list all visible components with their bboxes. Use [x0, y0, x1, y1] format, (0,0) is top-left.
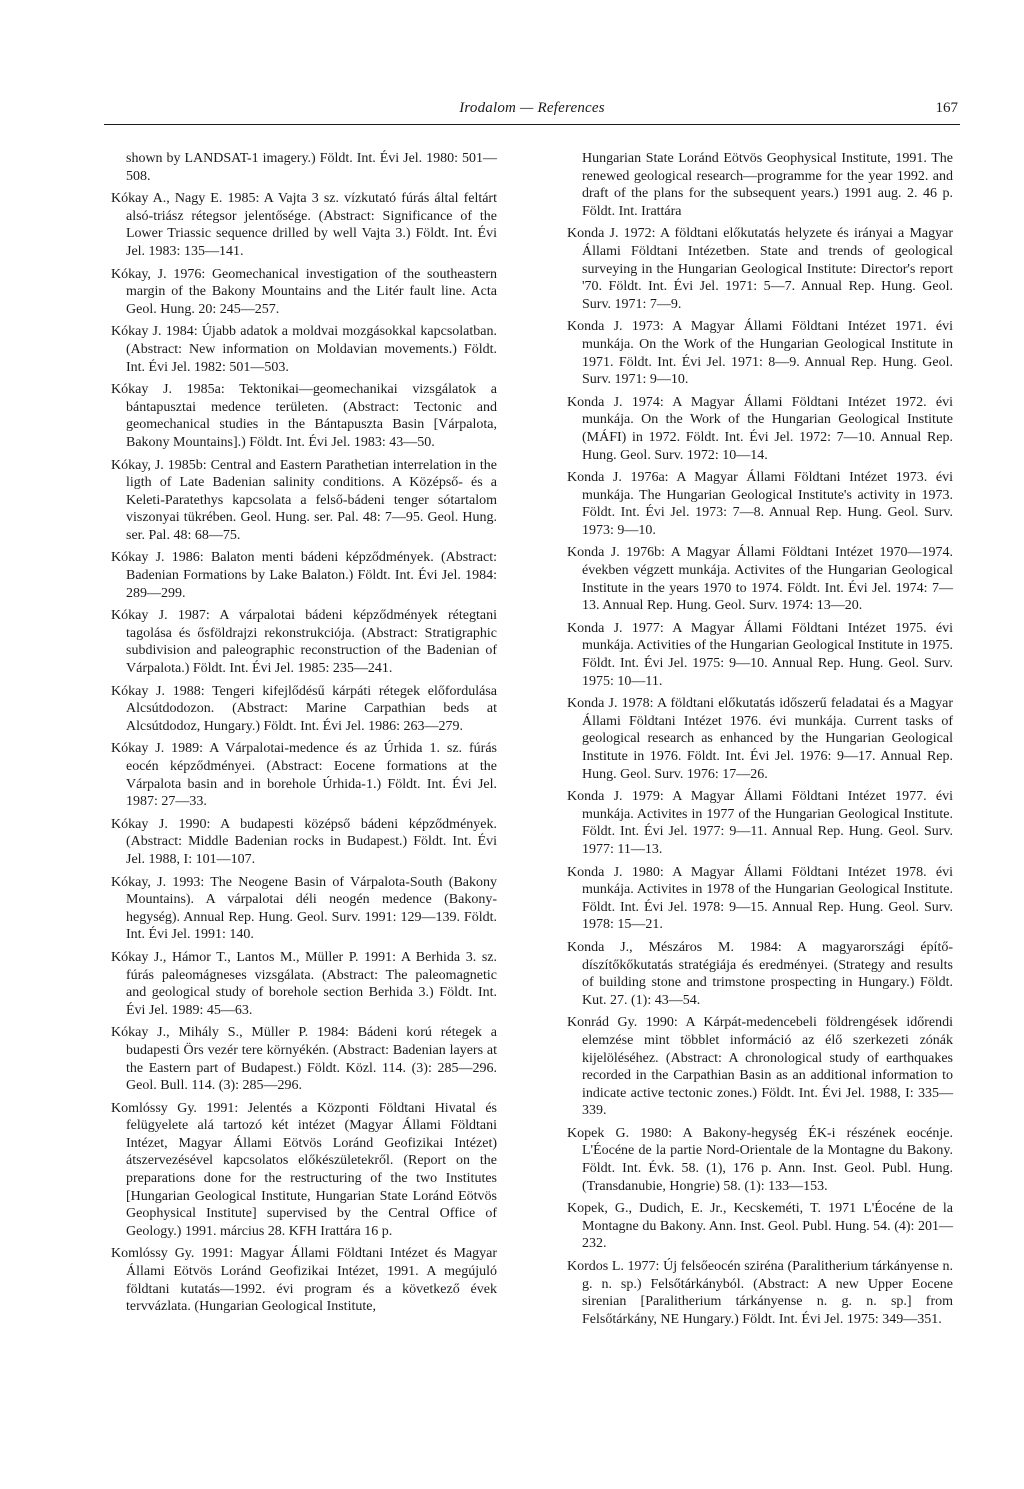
reference-entry: Konda J. 1980: A Magyar Állami Földtani Intézet 1978. évi munkája. Activites in 1978 of the Hungarian Geological Institute. Földt. Int. Évi Jel. 1978: 9—15. Annual Rep. Hung. Geol. Surv. 1978: 15—21.: [567, 864, 953, 933]
reference-entry: Kordos L. 1977: Új felsőeocén sziréna (Paralitherium tárkányense n. g. n. sp.) Felsőtárkányból. (Abstract: A new Upper Eocene sirenian [Paralitherium tárkányense n. g. n. sp.] from Felsőtárkány, NE Hungary.) Földt. Int. Évi Jel. 1975: 349—351.: [567, 1259, 953, 1327]
reference-entry: Kókay J. 1985a: Tektonikai—geomechanikai vizsgálatok a bántapusztai medence területen. (Abstract: Tectonic and geomechanical studies in the Bántapuszta Basin [Várpalota, Bakony Mountains].) Földt. Int. Évi Jel. 1983: 43—50.: [111, 382, 497, 450]
reference-entry: Konda J. 1976b: A Magyar Állami Földtani Intézet 1970—1974. években végzett munkája. Activites of the Hungarian Geological Institute in the years 1970 to 1974. Földt. Int. Évi Jel. 1974: 7—13. Annual Rep. Hung. Geol. Surv. 1974: 13—20.: [567, 545, 953, 614]
reference-entry: Kopek, G., Dudich, E. Jr., Kecskeméti, T. 1971 L'Éocéne de la Montagne du Bakony. Ann. Inst. Geol. Publ. Hung. 54. (4): 201—232.: [567, 1201, 953, 1252]
reference-entry: Konda J. 1979: A Magyar Állami Földtani Intézet 1977. évi munkája. Activites in 1977 of the Hungarian Geological Institute. Földt. Int. Évi Jel. 1977: 9—11. Annual Rep. Hung. Geol. Surv. 1977: 11—13.: [567, 789, 953, 857]
reference-entry: Hungarian State Loránd Eötvös Geophysical Institute, 1991. The renewed geological research—programme for the year 1992. and draft of the plans for the subsequent years.) 1991 aug. 2. 46 p. Földt. Int. Irattára: [582, 151, 953, 219]
reference-entry: Kókay J. 1984: Újabb adatok a moldvai mozgásokkal kapcsolatban. (Abstract: New information on Moldavian movements.) Földt. Int. Évi Jel. 1982: 501—503.: [111, 324, 497, 375]
page-number: 167: [935, 100, 958, 116]
reference-entry: Konda J. 1973: A Magyar Állami Földtani Intézet 1971. évi munkája. On the Work of the Hungarian Geological Institute in 1971. Földt. Int. Évi Jel. 1971: 8—9. Annual Rep. Hung. Geol. Surv. 1971: 9—10.: [567, 319, 953, 388]
reference-entry: Kókay J. 1989: A Várpalotai-medence és az Úrhida 1. sz. fúrás eocén képződményei. (Abstract: Eocene formations at the Várpalota basin and in borehole Úrhida-1.) Földt. Int. Évi Jel. 1987: 27—33.: [111, 741, 497, 810]
reference-entry: Kókay J. 1987: A várpalotai bádeni képződmények rétegtani tagolása és ősföldrajzi rekonstrukciója. (Abstract: Stratigraphic subdivision and paleographic reconstruction of the Badenian of Várpalota.) Földt. Int. Évi Jel. 1985: 235—241.: [111, 608, 497, 677]
reference-entry: Konda J. 1977: A Magyar Állami Földtani Intézet 1975. évi munkája. Activities of the Hungarian Geological Institute in 1975. Földt. Int. Évi Jel. 1975: 9—10. Annual Rep. Hung. Geol. Surv. 1975: 10—11.: [567, 620, 953, 689]
running-title: Irodalom — References: [459, 100, 605, 116]
reference-entry: Konda J., Mészáros M. 1984: A magyarországi építő-díszítőkőkutatás stratégiája és eredményei. (Strategy and results of building stone and trimstone prospecting in Hungary.) Földt. Kut. 27. (1): 43—54.: [567, 939, 953, 1008]
references-left-column: [111, 150, 497, 1321]
reference-entry: Konda J. 1974: A Magyar Állami Földtani Intézet 1972. évi munkája. On the Work of the Hungarian Geological Institute (MÁFI) in 1972. Földt. Int. Évi Jel. 1972: 7—10. Annual Rep. Hung. Geol. Surv. 1972: 10—14.: [567, 394, 953, 463]
reference-entry: Kókay J., Mihály S., Müller P. 1984: Bádeni korú rétegek a budapesti Örs vezér tere környékén. (Abstract: Badenian layers at the Eastern part of Budapest.) Földt. Közl. 114. (3): 285—296. Geol. Bull. 114. (3): 285—296.: [111, 1025, 497, 1094]
reference-entry: Kókay A., Nagy E. 1985: A Vajta 3 sz. vízkutató fúrás által feltárt alsó-triász rétegsor jelentősége. (Abstract: Significance of the Lower Triassic sequence drilled by well Vajta 3.) Földt. Int. Évi Jel. 1983: 135—141.: [111, 191, 497, 259]
reference-entry: Kókay J. 1988: Tengeri kifejlődésű kárpáti rétegek előfordulása Alcsútdodozon. (Abstract: Marine Carpathian beds at Alcsútdodoz, Hungary.) Földt. Int. Évi Jel. 1986: 263—279.: [111, 683, 497, 734]
references-right-column: [567, 150, 953, 1333]
reference-entry: Konrád Gy. 1990: A Kárpát-medencebeli földrengések időrendi elemzése mint többlet információ az élő szerkezeti zónák kijelöléséhez. (Abstract: A chronological study of earthquakes recorded in the Carpathian Basin as an additional information to indicate active tectonic zones.) Földt. Int. Évi Jel. 1988, I: 335—339.: [567, 1015, 953, 1119]
reference-entry: Konda J. 1972: A földtani előkutatás helyzete és irányai a Magyar Állami Földtani Intézetben. State and trends of geological surveying in the Hungarian Geological Institute: Director's report '70. Földt. Int. Évi Jel. 1971: 5—7. Annual Rep. Hung. Geol. Surv. 1971: 7—9.: [567, 226, 953, 312]
reference-entry: Kókay J. 1986: Balaton menti bádeni képződmények. (Abstract: Badenian Formations by Lake Balaton.) Földt. Int. Évi Jel. 1984: 289—299.: [111, 550, 497, 601]
reference-entry: Kókay, J. 1993: The Neogene Basin of Várpalota-South (Bakony Mountains). A várpalotai déli neogén medence (Bakony-hegység). Annual Rep. Hung. Geol. Surv. 1991: 129—139. Földt. Int. Évi Jel. 1991: 140.: [111, 874, 497, 943]
reference-entry: Kókay J. 1990: A budapesti középső bádeni képződmények. (Abstract: Middle Badenian rocks in Budapest.) Földt. Int. Évi Jel. 1988, I: 101—107.: [111, 816, 497, 867]
reference-entry: Komlóssy Gy. 1991: Magyar Állami Földtani Intézet és Magyar Állami Eötvös Loránd Geofizikai Intézet, 1991. A megújuló földtani kutatás—1992. évi program és a következő évek tervvázlata. (Hungarian Geological Institute,: [111, 1246, 497, 1315]
reference-entry: Kókay J., Hámor T., Lantos M., Müller P. 1991: A Berhida 3. sz. fúrás paleomágneses vizsgálata. (Abstract: The paleomagnetic and geological study of borehole section Berhida 3.) Földt. Int. Évi Jel. 1989: 45—63.: [111, 949, 497, 1018]
reference-entry: Konda J. 1976a: A Magyar Állami Földtani Intézet 1973. évi munkája. The Hungarian Geological Institute's activity in 1973. Földt. Int. Évi Jel. 1973: 7—8. Annual Rep. Hung. Geol. Surv. 1973: 9—10.: [567, 470, 953, 538]
reference-entry: Konda J. 1978: A földtani előkutatás időszerű feladatai és a Magyar Állami Földtani Intézet 1976. évi munkája. Current tasks of geological research as enhanced by the Hungarian Geological Institute in 1976. Földt. Int. Évi Jel. 1976: 9—17. Annual Rep. Hung. Geol. Surv. 1976: 17—26.: [567, 696, 953, 782]
reference-entry: Kókay, J. 1976: Geomechanical investigation of the southeastern margin of the Bakony Mountains and the Litér fault line. Acta Geol. Hung. 20: 245—257.: [111, 266, 497, 317]
reference-entry: Komlóssy Gy. 1991: Jelentés a Központi Földtani Hivatal és felügyelete alá tartozó két intézet (Magyar Állami Földtani Intézet, Magyar Állami Eötvös Loránd Geofizikai Intézet) átszervezésével kapcsolatos előkészületekről. (Report on the preparations done for the restructuring of the two Institutes [Hungarian Geological Institute, Hungarian State Loránd Eötvös Geophysical Institute] supervised by the Central Office of Geology.) 1991. március 28. KFH Irattára 16 p.: [111, 1100, 497, 1239]
reference-entry: Kopek G. 1980: A Bakony-hegység ÉK-i részének eocénje. L'Éocéne de la partie Nord-Orientale de la Montagne du Bakony. Földt. Int. Évk. 58. (1), 176 p. Ann. Inst. Geol. Publ. Hung. (Transdanubie, Hongrie) 58. (1): 133—153.: [567, 1125, 953, 1194]
reference-entry: shown by LANDSAT-1 imagery.) Földt. Int. Évi Jel. 1980: 501—508.: [126, 151, 497, 184]
page-header: [104, 98, 960, 125]
reference-entry: Kókay, J. 1985b: Central and Eastern Parathetian interrelation in the ligth of Late Badenian salinity conditions. A Középső- és a Keleti-Paratethys kapcsolata a felső-bádeni tenger sótartalom viszonyai tükrében. Geol. Hung. ser. Pal. 48: 7—95. Geol. Hung. ser. Pal. 48: 68—75.: [111, 457, 497, 543]
